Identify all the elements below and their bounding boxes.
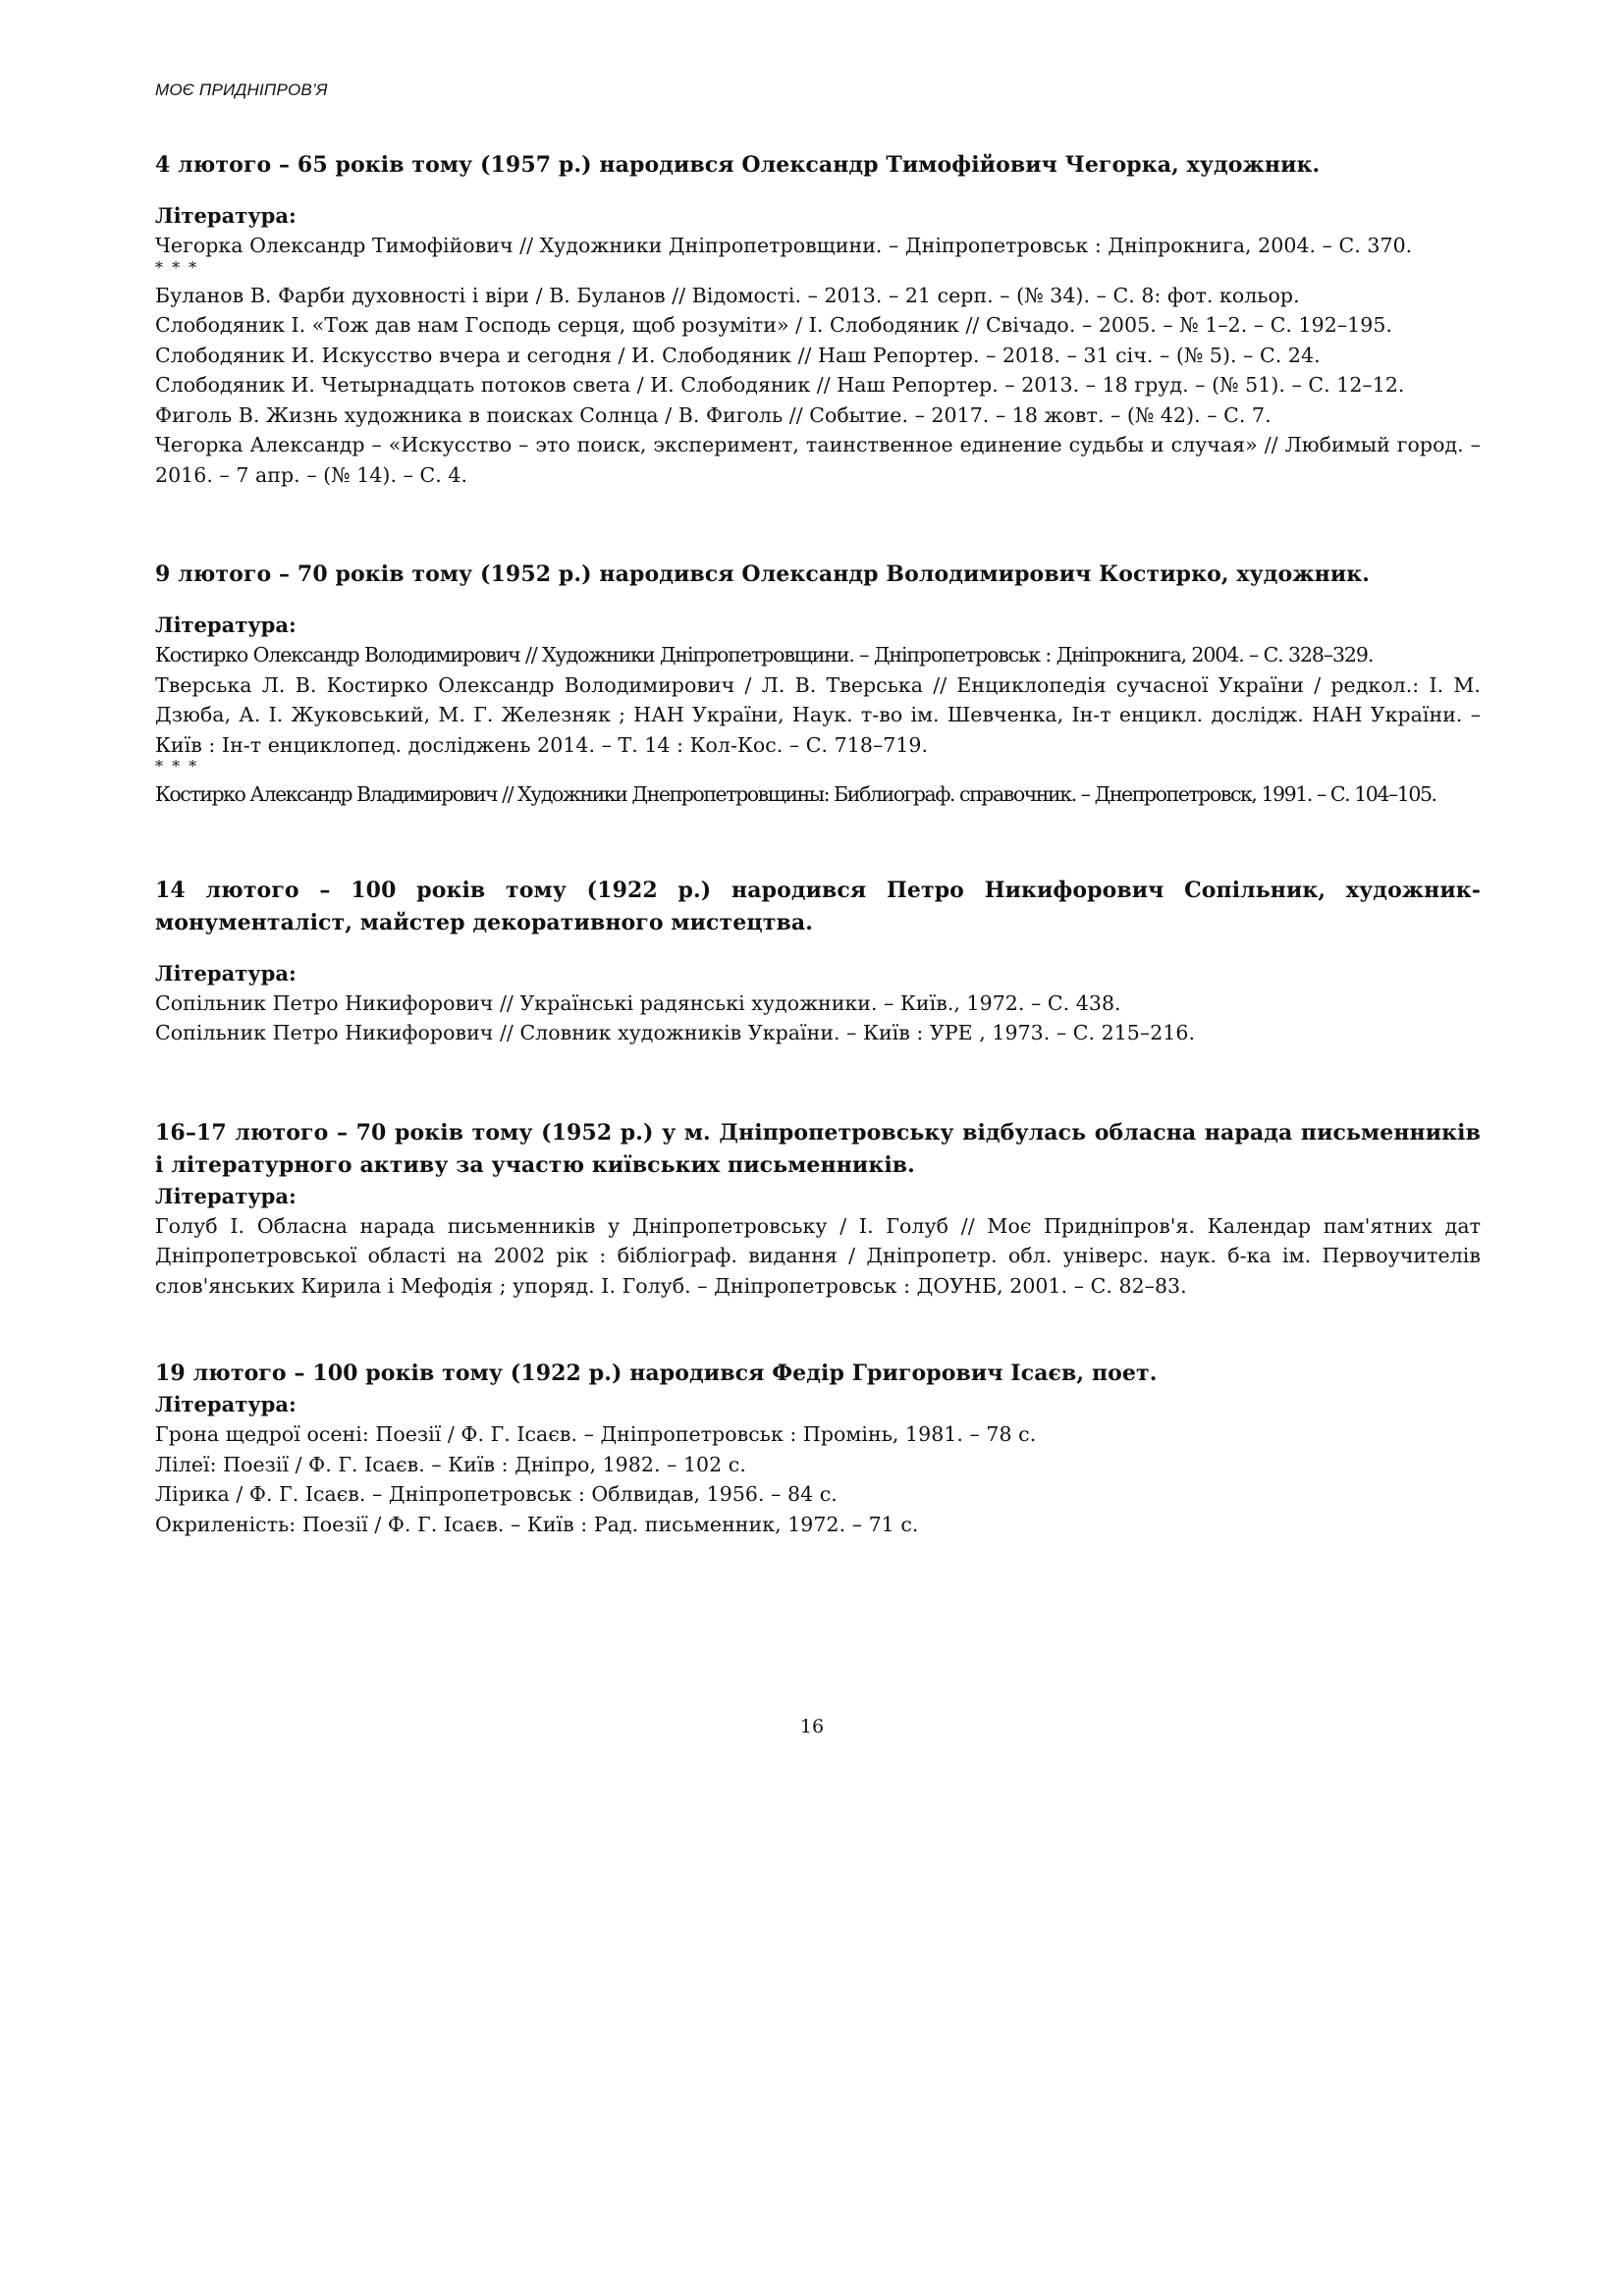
reference-item: Голуб І. Обласна нарада письменників у Дніпропетровську / І. Голуб // Моє Придніпров'я. Календар пам'ятних дат Дніпропетровської області на 2002 рік : бібліограф. видання / Дніпропетр. обл. універс. наук. б-ка ім. Первоучителів слов'янських Кирила і Мефодія ; упоряд. І. Голуб. – Дніпропетровськ : ДОУНБ, 2001. – С. 82–83. (155, 1213, 1481, 1298)
reference-item: Окриленість: Поезії / Ф. Г. Ісаєв. – Київ : Рад. письменник, 1972. – 71 с. (155, 1512, 919, 1536)
separator: * * * (155, 757, 199, 775)
reference-item: Костирко Александр Владимирович // Художники Днепропетровщины: Библиограф. справочник. – Днепропетровск, 1991. – С. 104–105. (155, 782, 1436, 806)
entry-title: 19 лютого – 100 років тому (1922 р.) народився Федір Григорович Ісаєв, поет. (155, 1361, 1158, 1386)
reference-item: Грона щедрої осені: Поезії / Ф. Г. Ісаєв. – Дніпропетровськ : Промінь, 1981. – 78 с. (155, 1422, 1037, 1446)
page-content (155, 149, 1481, 1539)
reference-item: Лілеї: Поезії / Ф. Г. Ісаєв. – Київ : Дніпро, 1982. – 102 с. (155, 1452, 746, 1476)
reference-item: Слободяник И. Четырнадцать потоков света / И. Слободяник // Наш Репортер. – 2013. – 18 груд. – (№ 51). – С. 12–12. (155, 373, 1405, 397)
calendar-entry-isaiev (155, 1358, 1481, 1539)
reference-item: Сопільник Петро Никифорович // Словник художників України. – Київ : УРЕ , 1973. – С. 215–216. (155, 1021, 1196, 1044)
reference-item: Слободяник И. Искусство вчера и сегодня / И. Слободяник // Наш Репортер. – 2018. – 31 січ. – (№ 5). – С. 24. (155, 343, 1321, 367)
literature-label: Література: (155, 960, 297, 986)
calendar-entry-writers-meeting (155, 1117, 1481, 1302)
entry-title: 16–17 лютого – 70 років тому (1952 р.) у м. Дніпропетровську відбулась обласна нарада письменників і літературного активу за участю київських письменників. (155, 1119, 1481, 1178)
literature-label: Література: (155, 1183, 297, 1208)
reference-item: Фиголь В. Жизнь художника в поисках Солнца / В. Фиголь // Событие. – 2017. – 18 жовт. – (№ 42). – С. 7. (155, 402, 1272, 427)
entry-title: 14 лютого – 100 років тому (1922 р.) народився Петро Никифорович Сопільник, художник-монументаліст, майстер декоративного мистецтва. (155, 877, 1481, 935)
reference-item: Костирко Олександр Володимирович // Художники Дніпропетровщини. – Дніпропетровськ : Дніпрокнига, 2004. – С. 328–329. (155, 643, 1374, 667)
reference-item: Чегорка Олександр Тимофійович // Художники Дніпропетровщини. – Дніпропетровськ : Дніпрокнига, 2004. – С. 370. (155, 234, 1413, 257)
calendar-entry-chehorka (155, 149, 1481, 490)
reference-item: Буланов В. Фарби духовності і віри / В. Буланов // Відомості. – 2013. – 21 серп. – (№ 34). – С. 8: фот. кольор. (155, 283, 1300, 307)
calendar-entry-sopilnyk (155, 875, 1481, 1048)
reference-item: Лірика / Ф. Г. Ісаєв. – Дніпропетровськ : Облвидав, 1956. – 84 с. (155, 1482, 838, 1506)
reference-item: Чегорка Александр – «Искусство – это поиск, эксперимент, таинственное единение судьбы и случая» // Любимый город. – 2016. – 7 апр. – (№ 14). – С. 4. (155, 433, 1481, 487)
reference-item: Сопільник Петро Никифорович // Українські радянські художники. – Київ., 1972. – С. 438. (155, 990, 1121, 1015)
calendar-entry-kostyrko (155, 559, 1481, 810)
page-number: 16 (799, 1716, 825, 1737)
running-header: МОЄ ПРИДНІПРОВ’Я (155, 80, 328, 99)
entry-title: 4 лютого – 65 років тому (1957 р.) народився Олександр Тимофійович Чегорка, художник. (155, 152, 1321, 178)
literature-label: Література: (155, 1392, 297, 1416)
entry-title: 9 лютого – 70 років тому (1952 р.) народився Олександр Володимирович Костирко, художник. (155, 561, 1371, 587)
reference-item: Тверська Л. В. Костирко Олександр Володимирович / Л. В. Тверська // Енциклопедія сучасної України / редкол.: І. М. Дзюба, А. І. Жуковський, М. Г. Железняк ; НАН України, Наук. т-во ім. Шевченка, Ін-т енцикл. дослідж. НАН України. – Київ : Ін-т енциклопед. досліджень 2014. – Т. 14 : Кол-Кос. – С. 718–719. (155, 672, 1481, 757)
literature-label: Література: (155, 613, 297, 637)
reference-item: Слободяник І. «Тож дав нам Господь серця, щоб розуміти» / І. Слободяник // Свічадо. – 2005. – № 1–2. – С. 192–195. (155, 313, 1392, 337)
separator: * * * (155, 257, 199, 277)
literature-label: Література: (155, 203, 297, 228)
